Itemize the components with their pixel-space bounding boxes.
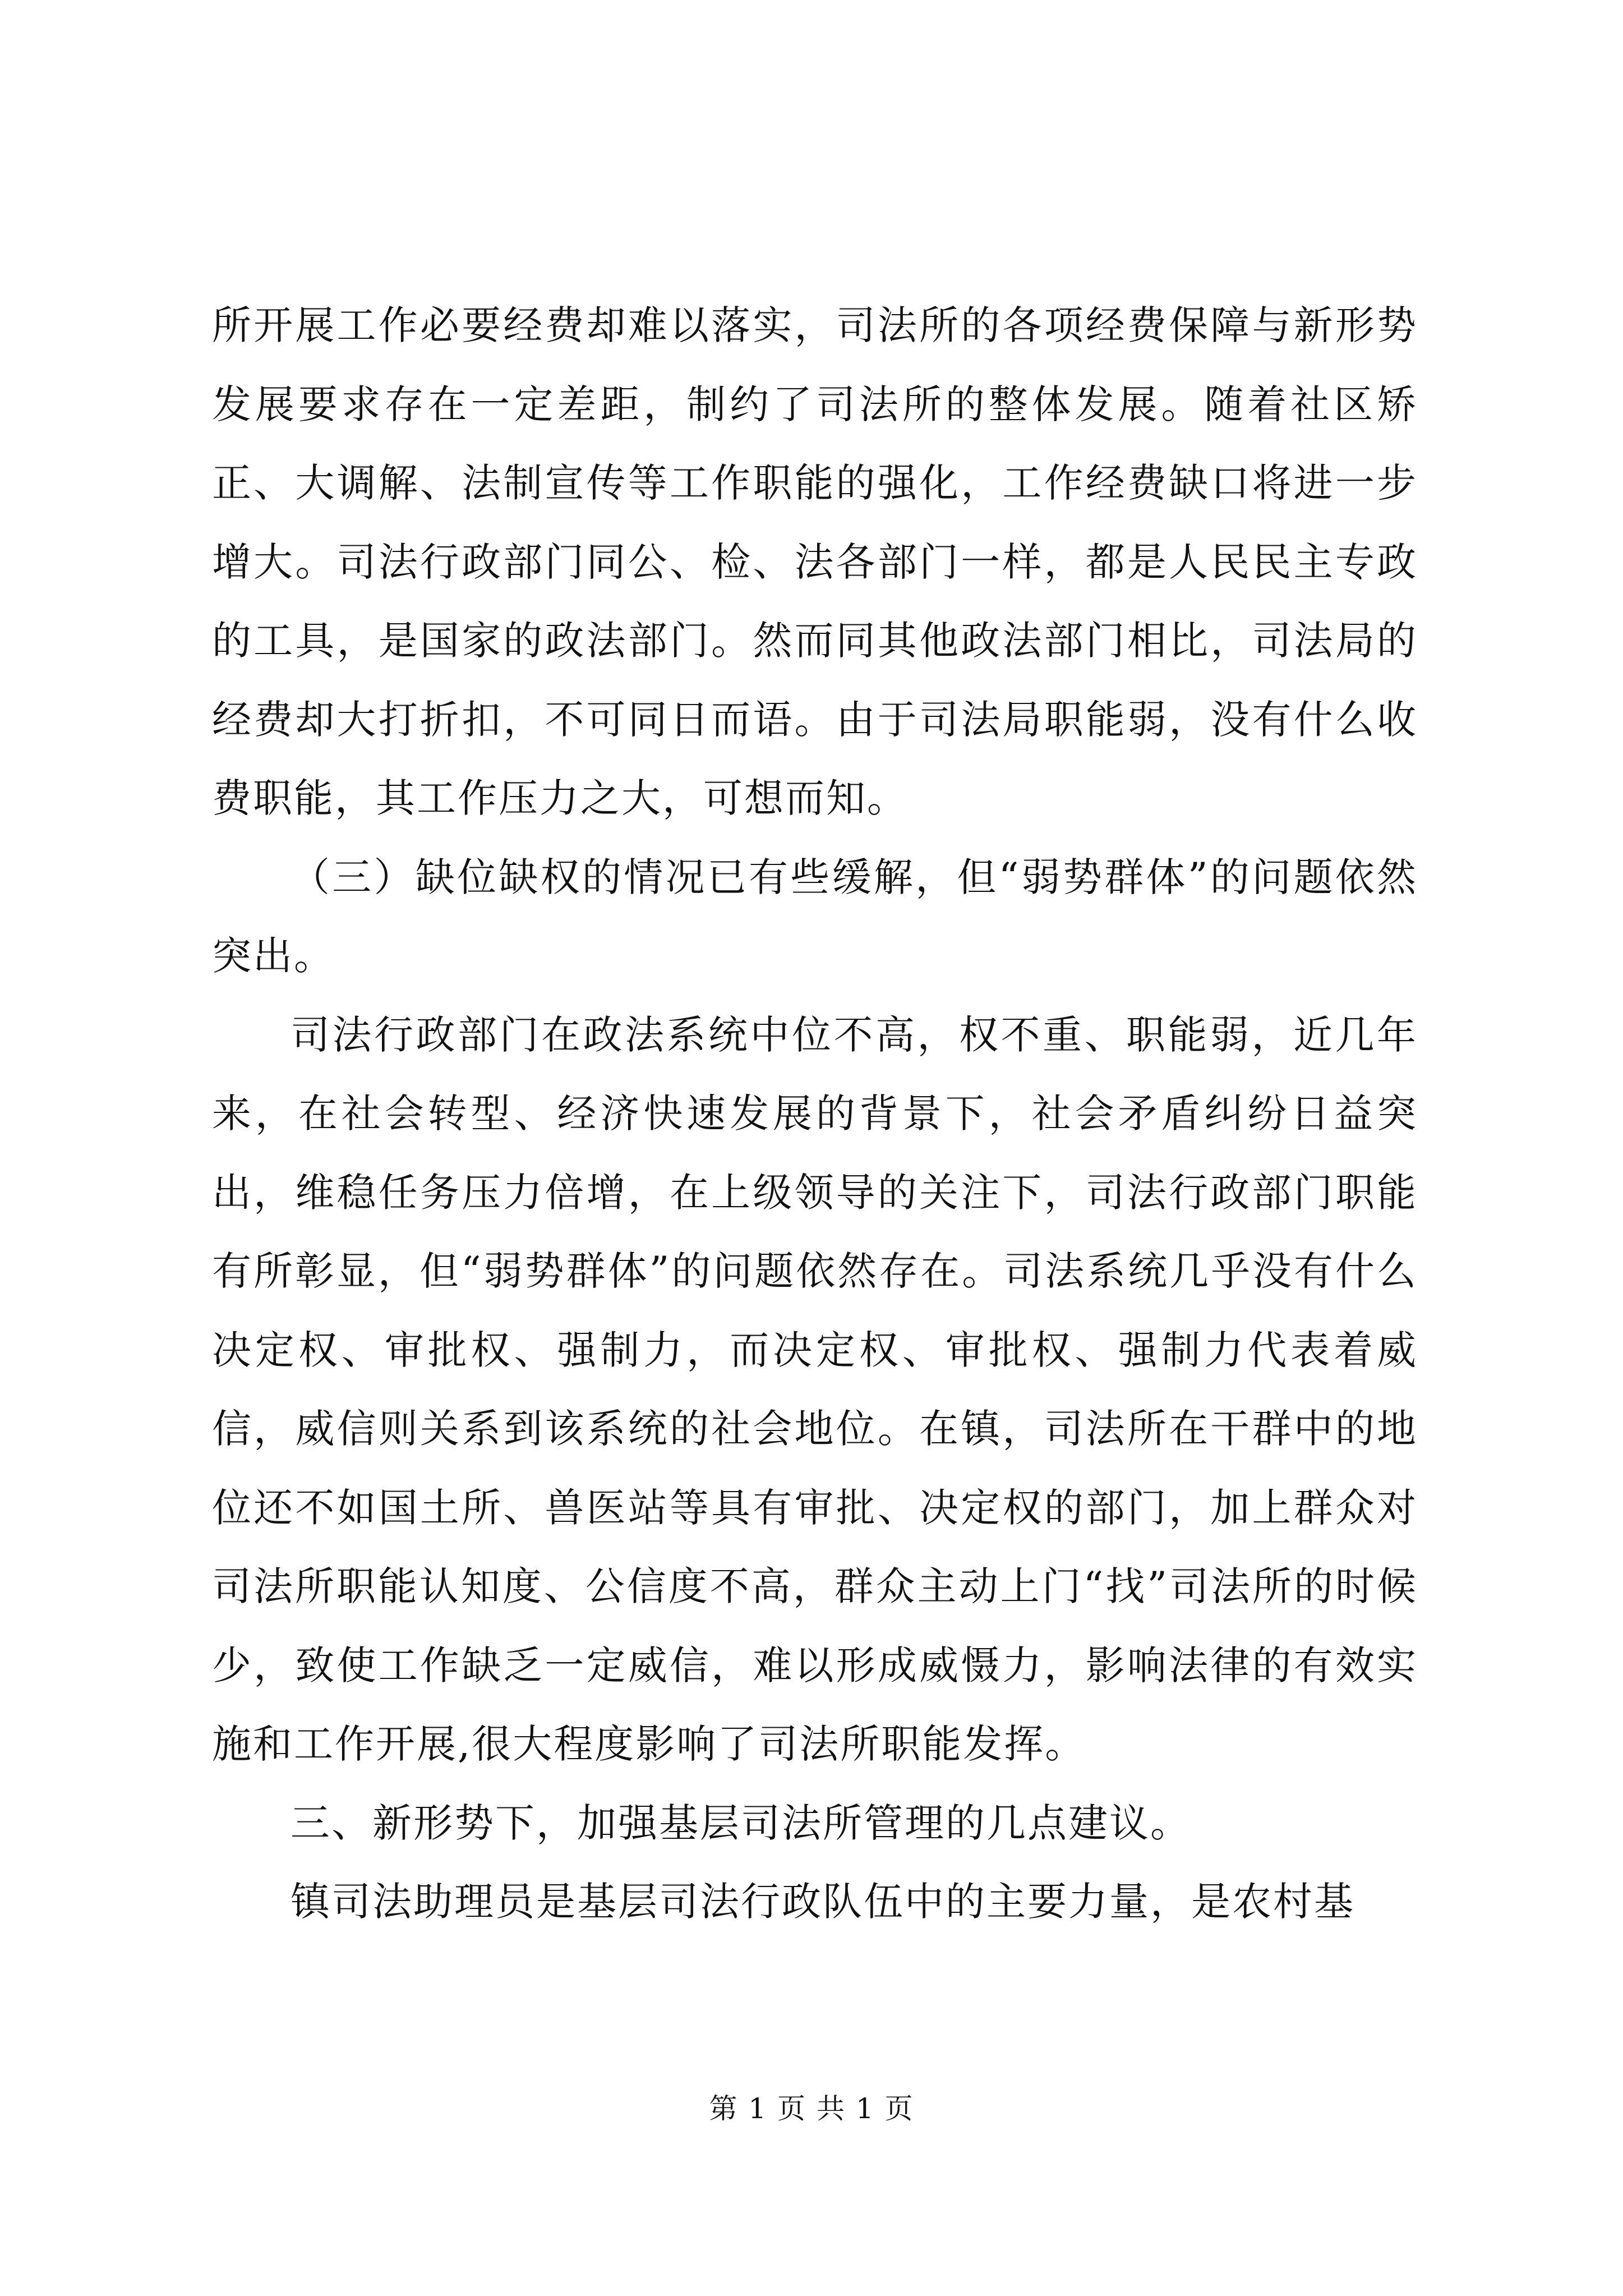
paragraph-judicial-assistant: 镇司法助理员是基层司法行政队伍中的主要力量，是农村基: [291, 1879, 1355, 1925]
paragraph-heading-three: （三）缺位缺权的情况已有些缓解，但“弱势群体”的问题依然突出。: [212, 854, 1418, 979]
section-heading-suggestions: 三、新形势下，加强基层司法所管理的几点建议。: [291, 1800, 1191, 1846]
paragraph-funding: 所开展工作必要经费却难以落实，司法所的各项经费保障与新形势发展要求存在一定差距，制约了司法所的整体发展。随着社区矫正、大调解、法制宣传等工作职能的强化，工作经费缺口将进一步增大。司法行政部门同公、检、法各部门一样，都是人民民主专政的工具，是国家的政法部门。然而同其他政法部门相比，司法局的经费却大打折扣，不可同日而语。由于司法局职能弱，没有什么收费职能，其工作压力之大，可想而知。: [212, 302, 1418, 821]
paragraph-weak-group: 司法行政部门在政法系统中位不高，权不重、职能弱，近几年来，在社会转型、经济快速发展的背景下，社会矛盾纠纷日益突出，维稳任务压力倍增，在上级领导的关注下，司法行政部门职能有所彰显，但“弱势群体”的问题依然存在。司法系统几乎没有什么决定权、审批权、强制力，而决定权、审批权、强制力代表着威信，威信则关系到该系统的社会地位。在镇，司法所在干群中的地位还不如国土所、兽医站等具有审批、决定权的部门，加上群众对司法所职能认知度、公信度不高，群众主动上门“找”司法所的时候少，致使工作缺乏一定威信，难以形成威慑力，影响法律的有效实施和工作开展,很大程度影响了司法所职能发挥。: [212, 1011, 1418, 1767]
document-body: [212, 286, 1418, 1941]
page-footer: 第 1 页 共 1 页: [709, 2092, 914, 2125]
